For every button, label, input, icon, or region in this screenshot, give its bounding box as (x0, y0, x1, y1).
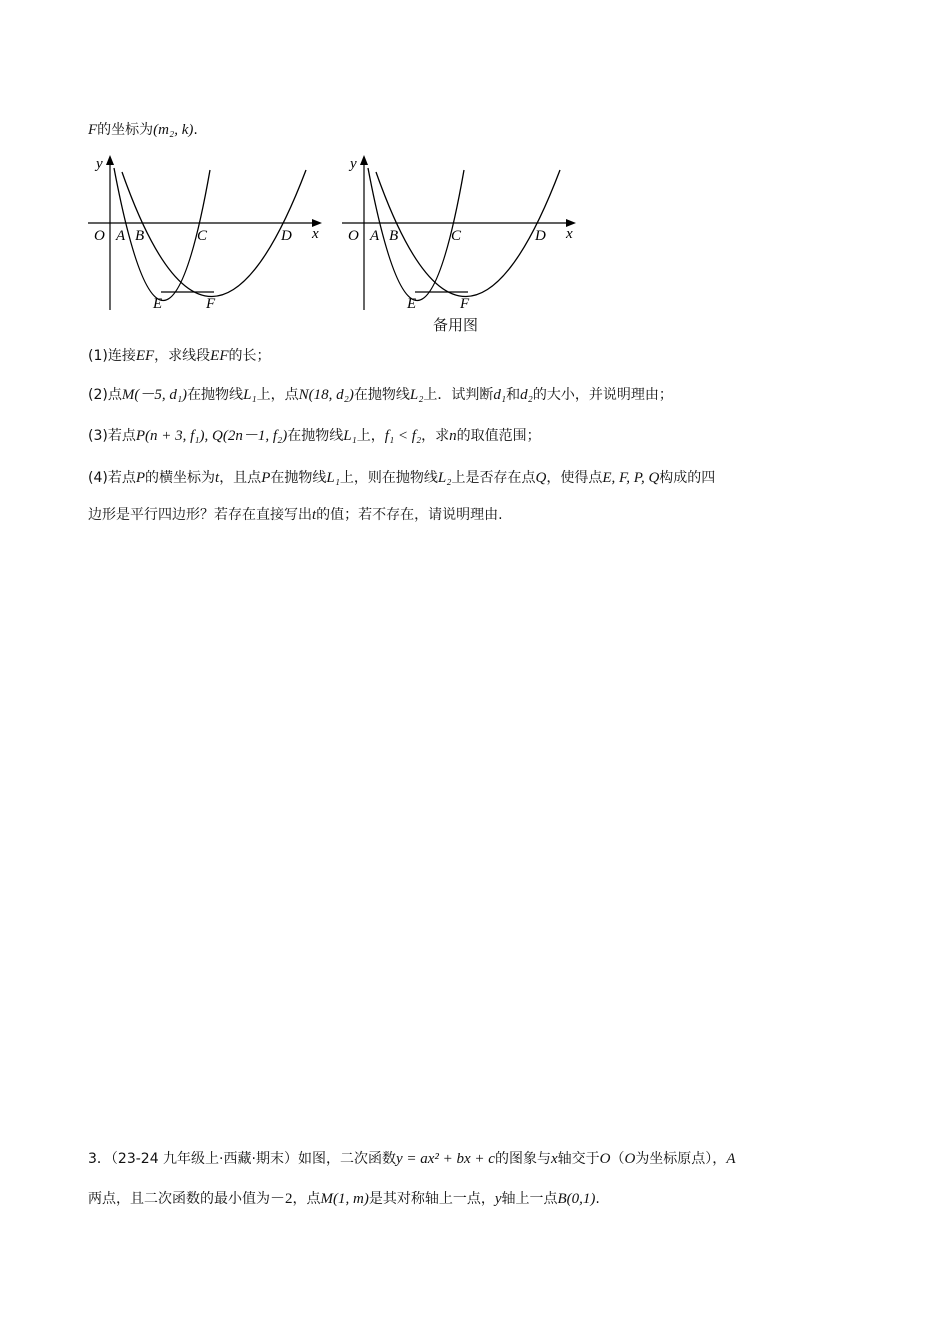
q4-t: t (312, 507, 317, 523)
q3-text: 在抛物线 (287, 428, 344, 444)
q2-d1: d₁ (493, 387, 507, 403)
p3-text: 两点，且二次函数的最小值为 (88, 1191, 270, 1207)
intro-period: . (193, 122, 198, 138)
p3-number: 3． (88, 1151, 111, 1167)
q2-text: 在抛物线 (187, 387, 244, 403)
parabola-L2 (122, 170, 306, 297)
q3-inequality: f₁ < f₂ (384, 428, 422, 444)
q1-number: (1) (88, 348, 108, 364)
axis-label-y: y (350, 156, 357, 172)
label-C: C (451, 228, 462, 244)
q4-t: t (215, 470, 220, 486)
p3-text: 轴交于 (557, 1151, 600, 1167)
q3-number: (3) (88, 428, 108, 444)
figure-backup (340, 150, 585, 315)
q4-text: 的横坐标为 (145, 470, 216, 486)
q3-text: 上， (356, 428, 385, 444)
q4-text: ，且点 (219, 470, 262, 486)
q1-EF: EF (210, 348, 229, 364)
q2-N-coord: (18, d₂) (308, 387, 354, 403)
label-A: A (116, 228, 126, 244)
parabola-L2 (376, 170, 560, 297)
q4-number: (4) (88, 470, 108, 486)
label-A: A (370, 228, 380, 244)
label-F-fig: F (460, 296, 470, 312)
p3-B: B(0,1) (557, 1191, 596, 1207)
p3-text: . (595, 1191, 600, 1207)
q4-P: P (261, 470, 271, 486)
q3-n: n (449, 428, 457, 444)
intro-line (88, 120, 198, 140)
q2-d2: d₂ (520, 387, 533, 403)
p3-O: O (599, 1151, 611, 1167)
label-E: E (153, 296, 163, 312)
q1-text: 连接 (107, 348, 136, 364)
figure-caption: 备用图 (433, 316, 479, 334)
q2-text: 和 (506, 387, 521, 403)
q3-points: P(n + 3, f₁), Q(2n－1, f₂) (135, 428, 288, 444)
q2-text: 的大小，并说明理由； (532, 387, 673, 403)
label-F: F (88, 122, 98, 138)
p3-M: M(1, m) (320, 1191, 369, 1207)
figure-main (86, 150, 331, 315)
q4-text: 在抛物线 (270, 470, 327, 486)
q2-M: M (121, 387, 135, 403)
p3-text: 为坐标原点）， (635, 1151, 727, 1167)
p3-text: 如图，二次函数 (297, 1151, 396, 1167)
q2-M-coord: (－5, d₁) (134, 387, 188, 403)
q4-P: P (135, 470, 146, 486)
q2-number: (2) (88, 387, 108, 403)
q3-L1: L₁ (343, 428, 357, 444)
problem-3-line-1 (88, 1149, 735, 1169)
label-D: D (535, 228, 546, 244)
axis-label-x: x (312, 226, 319, 242)
coord-F: (m₂, k) (153, 122, 194, 138)
question-4-line-2 (88, 505, 503, 525)
intro-text: 的坐标为 (97, 122, 154, 138)
q3-text: 的取值范围； (456, 428, 541, 444)
label-C: C (197, 228, 208, 244)
y-axis-arrow (106, 155, 114, 165)
p3-text: （ (610, 1151, 625, 1167)
p3-source: （23-24 九年级上·西藏·期末） (110, 1151, 298, 1167)
question-2 (88, 385, 673, 405)
q2-L1: L₁ (243, 387, 257, 403)
q1-text: 的长； (228, 348, 271, 364)
q3-text: ，求 (421, 428, 450, 444)
q4-text: 构成的四 (659, 470, 716, 486)
p3-x: x (550, 1151, 558, 1167)
q2-text: 上．试判断 (423, 387, 494, 403)
p3-A: A (726, 1151, 736, 1167)
q1-EF: EF (135, 348, 155, 364)
q4-text: 上，则在抛物线 (339, 470, 438, 486)
label-B: B (389, 228, 399, 244)
q4-text: 边形是平行四边形？若存在直接写出 (88, 507, 312, 523)
q2-text: 上，点 (256, 387, 299, 403)
q1-text: ，求线段 (154, 348, 211, 364)
label-O: O (94, 228, 105, 244)
q4-L2: L₂ (437, 470, 452, 486)
label-E: E (407, 296, 417, 312)
p3-min-value: －2 (270, 1191, 293, 1207)
p3-text: 是其对称轴上一点， (368, 1191, 495, 1207)
axis-label-y: y (96, 156, 103, 172)
q4-L1: L₁ (326, 470, 340, 486)
p3-text: ，点 (292, 1191, 321, 1207)
label-O: O (348, 228, 359, 244)
q2-L2: L₂ (409, 387, 424, 403)
p3-O: O (624, 1151, 636, 1167)
label-F-fig: F (206, 296, 216, 312)
q2-text: 点 (107, 387, 122, 403)
y-axis-arrow (360, 155, 368, 165)
q2-text: 在抛物线 (353, 387, 410, 403)
q4-text: ，使得点 (546, 470, 603, 486)
q4-text: 上是否存在点 (451, 470, 536, 486)
q4-Q: Q (535, 470, 547, 486)
q4-text: 若点 (107, 470, 136, 486)
q4-text: 的值；若不存在，请说明理由. (316, 507, 503, 523)
figure-backup-svg (340, 150, 585, 315)
figure-main-svg (86, 150, 331, 315)
problem-3-line-2 (88, 1189, 600, 1209)
q2-N: N (298, 387, 309, 403)
question-4-line-1 (88, 468, 715, 488)
label-B: B (135, 228, 145, 244)
p3-y: y (494, 1191, 502, 1207)
label-D: D (281, 228, 292, 244)
axis-label-x: x (566, 226, 573, 242)
p3-equation: y = ax² + bx + c (395, 1151, 495, 1167)
p3-text: 轴上一点 (501, 1191, 558, 1207)
q4-points: E, F, P, Q (602, 470, 660, 486)
question-3 (88, 426, 541, 446)
p3-text: 的图象与 (494, 1151, 551, 1167)
q3-text: 若点 (107, 428, 136, 444)
question-1 (88, 346, 271, 366)
